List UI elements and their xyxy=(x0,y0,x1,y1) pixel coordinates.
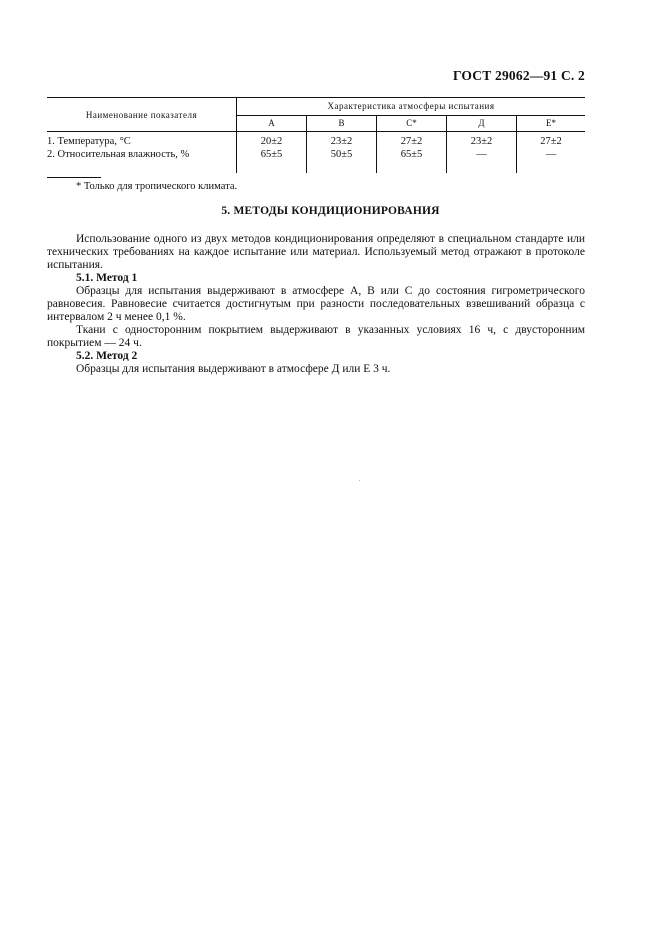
column-group-header: Характеристика атмосферы испытания xyxy=(237,98,586,116)
method2-paragraph: Образцы для испытания выдерживают в атмосфере Д или Е 3 ч. xyxy=(76,363,391,375)
table-cell: 23±2 xyxy=(447,132,517,149)
column-header-d: Д xyxy=(447,115,517,132)
column-header-e: Е* xyxy=(517,115,586,132)
table-cell: 20±2 xyxy=(237,132,307,149)
table-header-row xyxy=(47,98,585,116)
page-header: ГОСТ 29062—91 С. 2 xyxy=(452,68,585,83)
section-body xyxy=(47,233,585,376)
column-header-a: А xyxy=(237,115,307,132)
table-cell: 65±5 xyxy=(377,148,447,173)
row-label-humidity: 2. Относительная влажность, % xyxy=(47,148,237,173)
row-label-temperature: 1. Температура, °С xyxy=(47,132,237,149)
table-row xyxy=(47,132,585,149)
table-cell: 65±5 xyxy=(237,148,307,173)
method1-paragraph-1: Образцы для испытания выдерживают в атмосфере А, В или С до состояния гигрометрического равновесия. Равновесие считается достигнутым при разности последовательных взвешиваний образца с интервалом 2 ч менее 0,1 %. xyxy=(47,285,585,323)
method1-heading: 5.1. Метод 1 xyxy=(76,272,138,284)
table-cell: 27±2 xyxy=(540,136,562,147)
scan-speck xyxy=(359,480,360,481)
method1-paragraph-2: Ткани с односторонним покрытием выдерживают в указанных условиях 16 ч, с двусторонним покрытием — 24 ч. xyxy=(47,324,585,349)
intro-paragraph: Использование одного из двух методов кондиционирования определяют в специальном стандарте или технических требованиях на каждое испытание или материал. Используемый метод отражают в протоколе испытания. xyxy=(47,233,585,271)
table-cell: 23±2 xyxy=(307,132,377,149)
table-footnote: * Только для тропического климата. xyxy=(76,181,238,192)
table-cell: — xyxy=(447,148,517,173)
column-header-c: С* xyxy=(377,115,447,132)
table-row xyxy=(47,148,585,173)
atmosphere-table xyxy=(47,97,585,173)
table-cell: 50±5 xyxy=(307,148,377,173)
method2-heading: 5.2. Метод 2 xyxy=(76,350,138,362)
footnote-divider xyxy=(47,177,101,178)
column-header-b: В xyxy=(307,115,377,132)
section-title: 5. МЕТОДЫ КОНДИЦИОНИРОВАНИЯ xyxy=(221,205,440,217)
table-cell: 27±2 xyxy=(377,132,447,149)
table-cell: — xyxy=(545,149,557,160)
column-header-name: Наименование показателя xyxy=(47,98,237,132)
